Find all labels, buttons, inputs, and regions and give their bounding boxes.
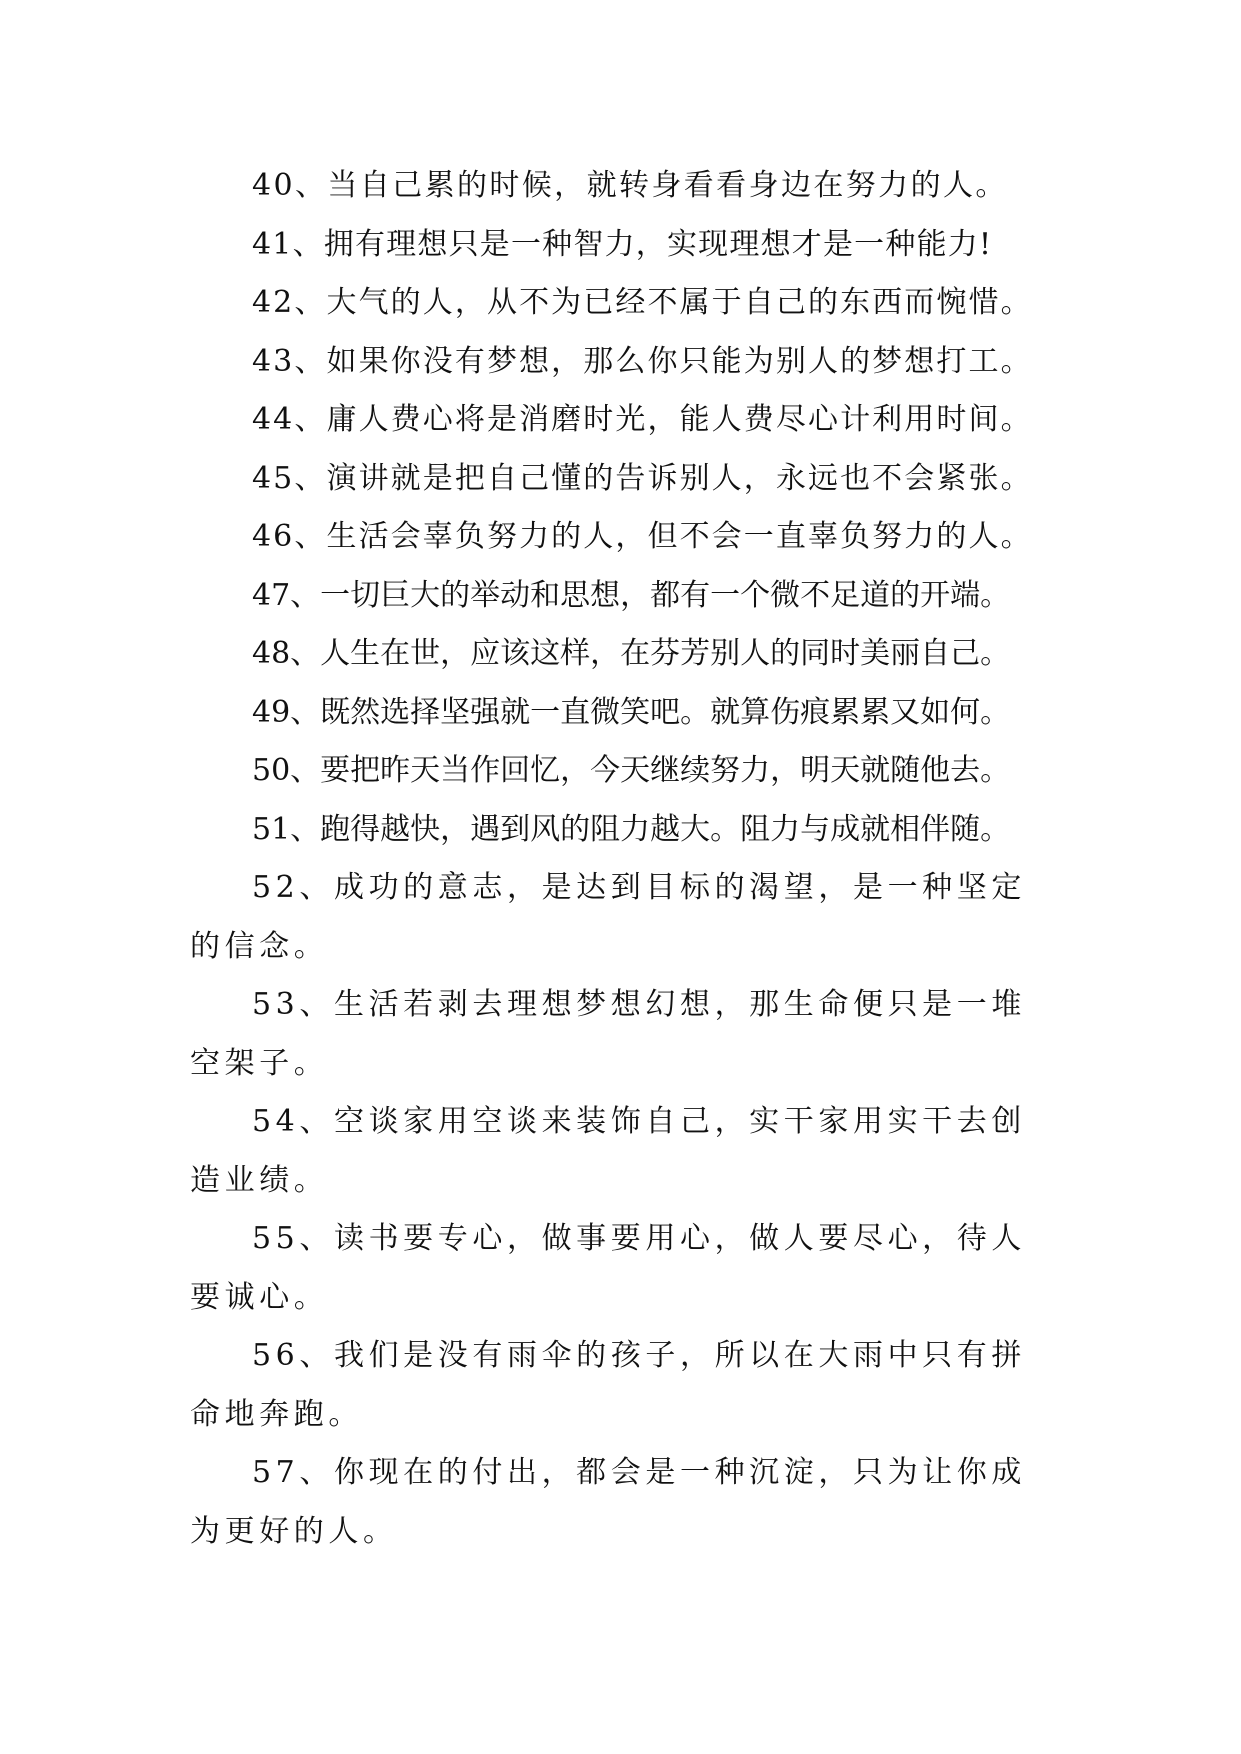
list-item: 49、既然选择坚强就一直微笑吧。就算伤痕累累又如何。 <box>252 694 1011 730</box>
list-item: 48、人生在世，应该这样，在芬芳别人的同时美丽自己。 <box>252 636 1011 671</box>
list-item: 45、演讲就是把自己懂的告诉别人，永远也不会紧张。 <box>252 460 1033 496</box>
list-item: 51、跑得越快，遇到风的阻力越大。阻力与成就相伴随。 <box>252 811 1011 847</box>
paragraph: 57、你现在的付出，都会是一种沉淀，只为让你成为更好的人。 <box>190 1455 1026 1549</box>
list-item: 42、大气的人，从不为已经不属于自己的东西而惋惜。 <box>252 285 1033 320</box>
list-item: 46、生活会辜负努力的人，但不会一直辜负努力的人。 <box>252 519 1033 554</box>
list-item: 47、一切巨大的举动和思想，都有一个微不足道的开端。 <box>252 577 1011 613</box>
paragraph: 56、我们是没有雨伞的孩子，所以在大雨中只有拼命地奔跑。 <box>190 1338 1026 1432</box>
list-item: 41、拥有理想只是一种智力，实现理想才是一种能力! <box>252 226 993 262</box>
list-item: 40、当自己累的时候，就转身看看身边在努力的人。 <box>252 168 1008 203</box>
paragraph: 55、读书要专心，做事要用心，做人要尽心，待人要诚心。 <box>190 1221 1026 1315</box>
paragraph: 54、空谈家用空谈来装饰自己，实干家用实干去创造业绩。 <box>190 1104 1026 1198</box>
list-item: 43、如果你没有梦想，那么你只能为别人的梦想打工。 <box>252 343 1033 379</box>
list-item: 44、庸人费心将是消磨时光，能人费尽心计利用时间。 <box>252 402 1033 437</box>
paragraph: 52、成功的意志，是达到目标的渴望，是一种坚定的信念。 <box>190 870 1026 964</box>
list-item: 50、要把昨天当作回忆，今天继续努力，明天就随他去。 <box>252 753 1011 788</box>
document-body <box>190 157 1070 1561</box>
paragraph: 53、生活若剥去理想梦想幻想，那生命便只是一堆空架子。 <box>190 987 1026 1081</box>
